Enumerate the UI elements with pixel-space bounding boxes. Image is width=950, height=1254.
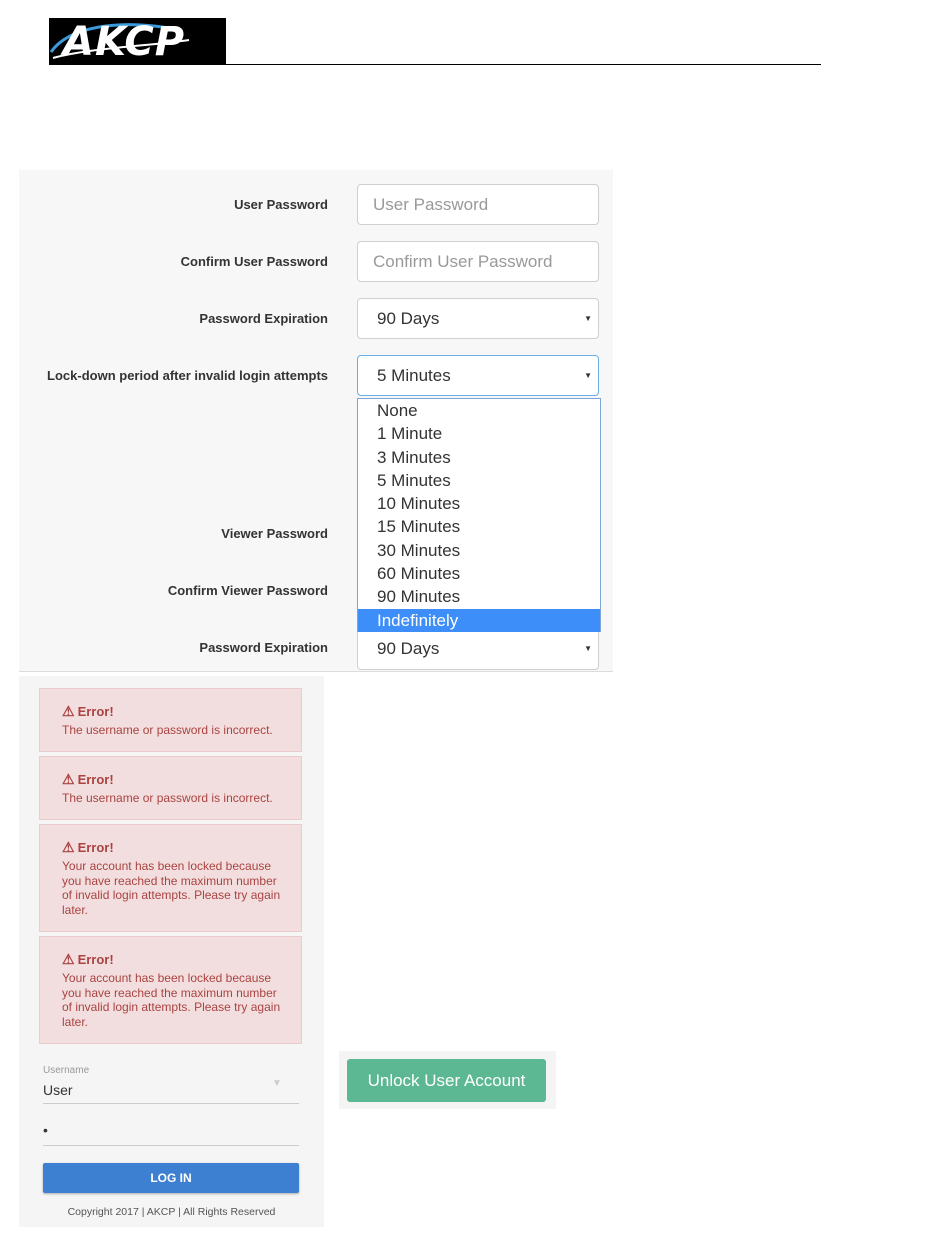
alert-title-text: Error! — [77, 704, 114, 719]
error-alert — [39, 688, 302, 752]
username-underline — [43, 1103, 299, 1104]
confirm-user-password-input[interactable] — [357, 241, 599, 282]
dropdown-option[interactable]: 60 Minutes — [377, 564, 461, 584]
confirm-user-password-placeholder: Confirm User Password — [373, 252, 553, 271]
dropdown-option-highlighted[interactable]: Indefinitely — [358, 609, 600, 632]
header-divider — [226, 64, 821, 65]
alert-title — [62, 839, 114, 856]
unlock-user-account-button[interactable]: Unlock User Account — [347, 1059, 546, 1102]
alert-message: Your account has been locked because you have reached the maximum number of invalid login attempts. Please try again later. — [62, 859, 281, 917]
username-label: Username — [43, 1065, 90, 1076]
user-password-label: User Password — [234, 197, 328, 212]
password-expiration-value: 90 Days — [377, 309, 440, 328]
alert-message: The username or password is incorrect. — [62, 791, 273, 805]
warning-icon: ⚠ — [62, 703, 75, 719]
password-underline — [43, 1145, 299, 1146]
caret-down-icon: ▼ — [584, 644, 592, 653]
login-button[interactable]: LOG IN — [43, 1163, 299, 1193]
caret-down-icon[interactable]: ▼ — [272, 1078, 282, 1089]
alert-message: Your account has been locked because you have reached the maximum number of invalid login attempts. Please try again later. — [62, 971, 281, 1029]
unlock-button-container — [339, 1051, 556, 1109]
akcp-logo — [49, 18, 226, 65]
alert-title-text: Error! — [77, 772, 114, 787]
error-alert — [39, 936, 302, 1044]
copyright-text: Copyright 2017 | AKCP | All Rights Reserved — [67, 1206, 276, 1218]
alert-title — [62, 703, 114, 720]
password-field[interactable]: • — [43, 1122, 48, 1138]
caret-down-icon: ▼ — [584, 314, 592, 323]
logo-text: AKCP — [63, 19, 186, 65]
alert-title — [62, 951, 114, 968]
warning-icon: ⚠ — [62, 771, 75, 787]
user-password-input[interactable] — [357, 184, 599, 225]
dropdown-option[interactable]: 3 Minutes — [377, 447, 451, 467]
warning-icon: ⚠ — [62, 839, 75, 855]
lockdown-period-select[interactable] — [357, 355, 599, 396]
confirm-viewer-password-label: Confirm Viewer Password — [167, 583, 328, 598]
dropdown-option[interactable]: None — [377, 401, 418, 420]
confirm-user-password-label: Confirm User Password — [180, 254, 328, 269]
dropdown-option[interactable]: 5 Minutes — [377, 470, 451, 490]
viewer-password-expiration-select[interactable] — [357, 628, 599, 670]
error-alert — [39, 824, 302, 932]
alert-title — [62, 771, 114, 788]
login-panel — [19, 676, 324, 1227]
alert-title-text: Error! — [77, 840, 114, 855]
dropdown-option[interactable]: 90 Minutes — [377, 587, 461, 607]
caret-down-icon: ▼ — [584, 371, 592, 380]
lockdown-period-value: 5 Minutes — [377, 366, 451, 385]
password-expiration-label: Password Expiration — [199, 311, 328, 326]
viewer-password-label: Viewer Password — [221, 526, 328, 541]
dropdown-option[interactable]: 1 Minute — [377, 424, 443, 444]
alert-message: The username or password is incorrect. — [62, 723, 273, 737]
viewer-password-expiration-value: 90 Days — [377, 639, 440, 658]
dropdown-option[interactable]: 15 Minutes — [377, 517, 461, 537]
password-settings-panel — [19, 170, 613, 672]
user-password-placeholder: User Password — [373, 195, 489, 214]
username-select[interactable]: User — [43, 1082, 73, 1098]
dropdown-option[interactable]: 30 Minutes — [377, 540, 461, 560]
dropdown-option[interactable]: 10 Minutes — [377, 494, 461, 514]
password-expiration-select[interactable] — [357, 298, 599, 339]
alert-title-text: Error! — [77, 952, 114, 967]
lockdown-period-dropdown — [357, 398, 601, 632]
warning-icon: ⚠ — [62, 951, 75, 967]
lockdown-period-label: Lock-down period after invalid login attempts — [47, 368, 328, 383]
error-alert — [39, 756, 302, 820]
viewer-password-expiration-label: Password Expiration — [199, 640, 328, 655]
